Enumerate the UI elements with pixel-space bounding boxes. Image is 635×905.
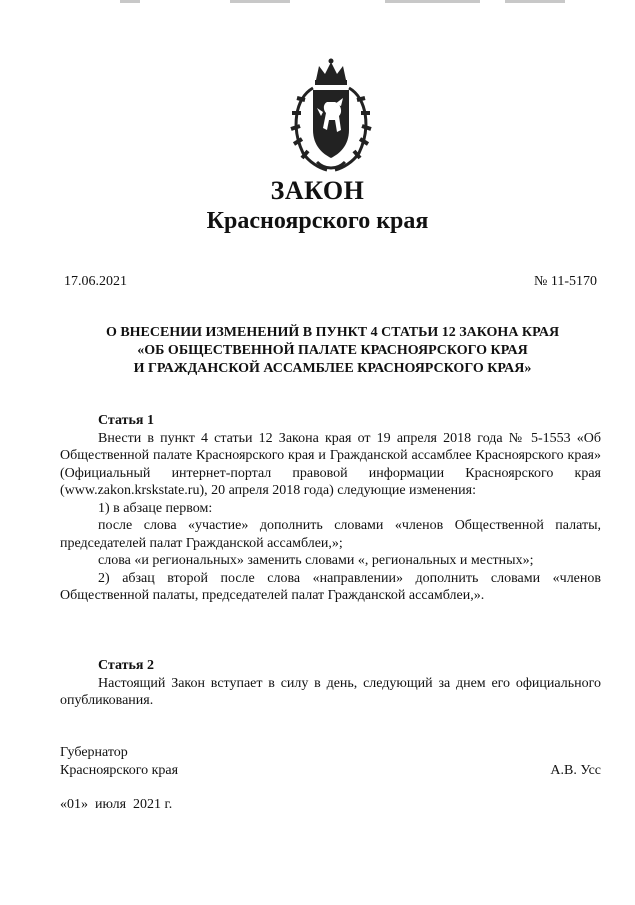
article-1-paragraph: Внести в пункт 4 статьи 12 Закона края от 19 апреля 2018 года № 5-1553 «Об Общественной палате Красноярского края и Гражданской ассамблее Красноярского края» (Официальный интернет-портал правовой информации Красноярского края (www.zakon.krskstate.ru), 20 апреля 2018 года) следующие изменения: — [60, 430, 601, 498]
signatory-position: Губернатор — [60, 745, 128, 760]
article-2 — [60, 657, 601, 710]
article-1-paragraph: после слова «участие» дополнить словами «членов Общественной палаты, председателей палат Гражданской ассамблеи,»; — [60, 518, 601, 551]
document-date: 17.06.2021 — [64, 274, 127, 289]
heading-line: «ОБ ОБЩЕСТВЕННОЙ ПАЛАТЕ КРАСНОЯРСКОГО КРАЯ — [137, 343, 528, 358]
signing-date: «01» июля 2021 г. — [60, 797, 173, 812]
scan-artifact — [385, 0, 480, 3]
heading-line: И ГРАЖДАНСКОЙ АССАМБЛЕЕ КРАСНОЯРСКОГО КРАЯ» — [133, 361, 532, 376]
document-number: № 11-5170 — [534, 274, 597, 289]
article-2-title: Статья 2 — [98, 658, 154, 673]
signature-block — [60, 744, 601, 780]
scan-artifact — [120, 0, 140, 3]
article-1-paragraph: 2) абзац второй после слова «направлении» дополнить словами «членов Общественной палаты, председателей палат Гражданской ассамблеи,». — [60, 570, 601, 603]
signatory-name: А.В. Усс — [550, 763, 601, 778]
law-subtitle: Красноярского края — [206, 208, 429, 234]
signatory-position-region: Красноярского края — [60, 763, 179, 778]
scan-artifact — [505, 0, 565, 3]
article-2-paragraph: Настоящий Закон вступает в силу в день, следующий за днем его официального опубликования. — [60, 675, 601, 708]
law-title: ЗАКОН — [270, 176, 365, 205]
krasnoyarsk-coat-of-arms-icon — [283, 58, 379, 178]
scan-artifact — [230, 0, 290, 3]
article-1 — [60, 412, 601, 605]
article-1-title: Статья 1 — [98, 413, 154, 428]
article-1-paragraph: слова «и региональных» заменить словами «, региональных и местных»; — [98, 553, 534, 568]
heading-line: О ВНЕСЕНИИ ИЗМЕНЕНИЙ В ПУНКТ 4 СТАТЬИ 12 ЗАКОНА КРАЯ — [105, 325, 560, 340]
article-1-paragraph: 1) в абзаце первом: — [98, 500, 213, 516]
law-heading — [60, 324, 605, 378]
